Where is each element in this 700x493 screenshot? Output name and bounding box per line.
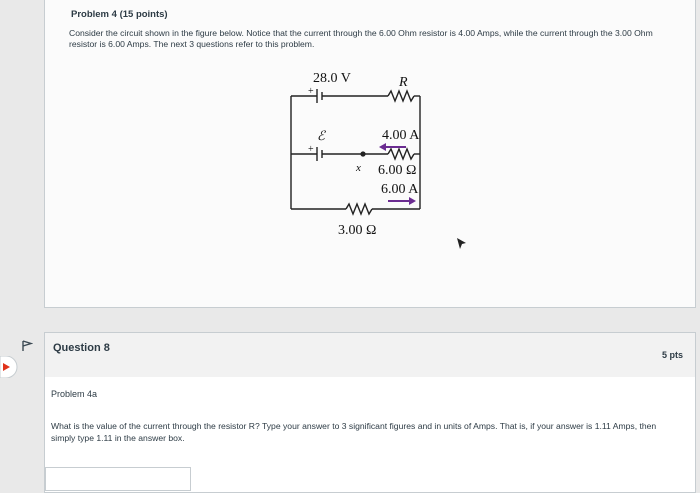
current-question-arrow-icon bbox=[0, 356, 18, 378]
circuit-diagram bbox=[228, 62, 428, 242]
question-body bbox=[44, 377, 696, 493]
question-text: What is the value of the current through the resistor R? Type your answer to 3 significant figures and in units of Amps. That is, if your answer is 1.11 Amps, then simply type 1.11 in the answer box. bbox=[51, 421, 657, 443]
answer-input[interactable] bbox=[45, 467, 191, 491]
current-arrow-top-head bbox=[379, 143, 386, 151]
resistor-3-label: 3.00 Ω bbox=[338, 223, 377, 238]
current-bottom-label: 6.00 A bbox=[381, 182, 419, 197]
problem-title: Problem 4 (15 points) bbox=[71, 9, 168, 20]
current-top-label: 4.00 A bbox=[382, 128, 420, 143]
node-x-label: x bbox=[356, 162, 361, 174]
battery-top-plus: + bbox=[308, 86, 314, 97]
resistor-6-zigzag bbox=[388, 149, 414, 159]
question-points: 5 pts bbox=[661, 350, 683, 360]
emf-label: ℰ bbox=[317, 128, 325, 143]
question-subtitle: Problem 4a bbox=[51, 389, 98, 399]
resistor-3-zigzag bbox=[346, 204, 372, 214]
resistor-r-label: R bbox=[399, 75, 408, 90]
problem-description: Consider the circuit shown in the figure below. Notice that the current through the 6.00 Ohm resistor is 4.00 Amps, while the current through the 3.00 Ohm resistor is 6.00 Amps. The next 3 questions refer to this problem. bbox=[69, 28, 653, 49]
question-header bbox=[44, 332, 696, 378]
resistor-6-label: 6.00 Ω bbox=[378, 163, 417, 178]
flag-icon[interactable] bbox=[21, 340, 33, 352]
current-arrow-bottom-head bbox=[409, 197, 416, 205]
resistor-r-zigzag bbox=[388, 91, 414, 101]
battery-voltage-label: 28.0 V bbox=[313, 71, 351, 86]
node-x-dot bbox=[360, 151, 365, 156]
battery-emf-plus: + bbox=[308, 144, 314, 155]
question-title: Question 8 bbox=[53, 342, 110, 354]
mouse-cursor-icon bbox=[457, 238, 467, 250]
